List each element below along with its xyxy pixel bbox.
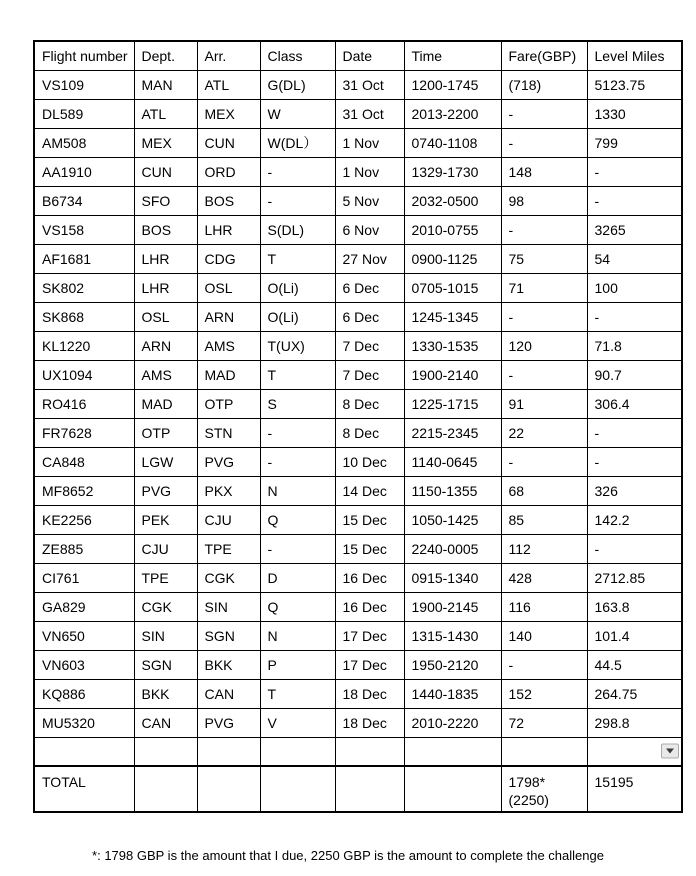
cell: - [260,418,335,447]
cell: 1140-0645 [404,447,501,476]
total-fare-line2: (2250) [508,792,549,808]
cell: 90.7 [587,360,682,389]
cell [134,766,197,812]
table-row [34,244,682,273]
cell: VN650 [34,621,134,650]
cell: 71 [501,273,587,302]
cell: 152 [501,679,587,708]
cell [197,766,260,812]
cell: B6734 [34,186,134,215]
cell: 1150-1355 [404,476,501,505]
table-row [34,331,682,360]
cell: - [587,418,682,447]
cell: Q [260,505,335,534]
cell: 2240-0005 [404,534,501,563]
cell: 6 Dec [335,273,404,302]
cell: Q [260,592,335,621]
cell: 163.8 [587,592,682,621]
cell: LHR [197,215,260,244]
cell: 1440-1835 [404,679,501,708]
cell: 326 [587,476,682,505]
cell [501,737,587,766]
cell: - [501,650,587,679]
cell: 1900-2140 [404,360,501,389]
cell: PKX [197,476,260,505]
cell: SGN [134,650,197,679]
table-row [34,99,682,128]
table-row [34,128,682,157]
table-row [34,708,682,737]
cell: TPE [134,563,197,592]
cell: - [260,447,335,476]
cell: ARN [197,302,260,331]
cell: 148 [501,157,587,186]
cell: CA848 [34,447,134,476]
cell: - [260,157,335,186]
cell: 85 [501,505,587,534]
cell: 22 [501,418,587,447]
column-header-arr: Arr. [197,41,260,70]
cell: 6 Dec [335,302,404,331]
column-header-class: Class [260,41,335,70]
cell: 112 [501,534,587,563]
cell: - [501,447,587,476]
table-row [34,157,682,186]
cell: T [260,244,335,273]
cell: 306.4 [587,389,682,418]
cell: UX1094 [34,360,134,389]
table-row [34,389,682,418]
cell: - [260,186,335,215]
cell: P [260,650,335,679]
cell [260,766,335,812]
cell: 1315-1430 [404,621,501,650]
cell: SIN [197,592,260,621]
cell: S [260,389,335,418]
column-header-fare: Fare(GBP) [501,41,587,70]
cell: 5 Nov [335,186,404,215]
cell: SIN [134,621,197,650]
cell [404,737,501,766]
cell: MAD [197,360,260,389]
cell: 7 Dec [335,360,404,389]
cell: 116 [501,592,587,621]
cell: AF1681 [34,244,134,273]
cell: (718) [501,70,587,99]
table-row [34,534,682,563]
cell: 298.8 [587,708,682,737]
cell: CGK [197,563,260,592]
flights-table [33,40,683,813]
cell: CJU [197,505,260,534]
cell: 100 [587,273,682,302]
cell: W(DL） [260,128,335,157]
cell: N [260,476,335,505]
cell: T(UX) [260,331,335,360]
cell: MU5320 [34,708,134,737]
cell: 1050-1425 [404,505,501,534]
table-row [34,476,682,505]
cell: CUN [134,157,197,186]
table-row [34,679,682,708]
cell: 799 [587,128,682,157]
cell: - [587,186,682,215]
cell: 2712.85 [587,563,682,592]
total-row [34,766,682,812]
cell [335,737,404,766]
table-row [34,273,682,302]
cell: - [587,534,682,563]
cell: 2010-2220 [404,708,501,737]
cell: 68 [501,476,587,505]
cell: MEX [197,99,260,128]
table-row [34,360,682,389]
cell: OTP [134,418,197,447]
cell: CDG [197,244,260,273]
cell: LHR [134,244,197,273]
cell [197,737,260,766]
cell: 7 Dec [335,331,404,360]
cell [260,737,335,766]
table-row [34,302,682,331]
cell: 98 [501,186,587,215]
cell: 2032-0500 [404,186,501,215]
cell: BKK [134,679,197,708]
cell: AMS [197,331,260,360]
cell: 18 Dec [335,708,404,737]
table-body [34,70,682,737]
cell: 8 Dec [335,418,404,447]
cell: BKK [197,650,260,679]
table-row [34,418,682,447]
cell: 0740-1108 [404,128,501,157]
cell: V [260,708,335,737]
cell: VS109 [34,70,134,99]
cell: W [260,99,335,128]
dropdown-button[interactable] [661,744,679,759]
cell: 5123.75 [587,70,682,99]
cell: 0900-1125 [404,244,501,273]
table-row [34,650,682,679]
cell: PVG [134,476,197,505]
cell: GA829 [34,592,134,621]
cell: 72 [501,708,587,737]
cell: KE2256 [34,505,134,534]
cell: MF8652 [34,476,134,505]
header-row [34,41,682,70]
cell: VN603 [34,650,134,679]
footnote: *: 1798 GBP is the amount that I due, 2250 GBP is the amount to complete the challenge [92,848,604,863]
cell: - [587,157,682,186]
cell: ATL [134,99,197,128]
cell: OTP [197,389,260,418]
cell: LGW [134,447,197,476]
dropdown-arrow-icon [666,749,674,754]
cell: CAN [197,679,260,708]
cell: RO416 [34,389,134,418]
cell: BOS [197,186,260,215]
cell: N [260,621,335,650]
cell: 54 [587,244,682,273]
table-row [34,186,682,215]
cell: 17 Dec [335,650,404,679]
cell: 18 Dec [335,679,404,708]
cell: CAN [134,708,197,737]
cell: 15 Dec [335,534,404,563]
cell: 8 Dec [335,389,404,418]
cell: 91 [501,389,587,418]
total-level-miles-cell: 15195 [587,766,682,812]
cell: CGK [134,592,197,621]
cell: 71.8 [587,331,682,360]
cell: AA1910 [34,157,134,186]
cell: 27 Nov [335,244,404,273]
cell: 0915-1340 [404,563,501,592]
table-row [34,70,682,99]
cell: - [501,215,587,244]
cell: 6 Nov [335,215,404,244]
cell: - [260,534,335,563]
cell [134,737,197,766]
total-fare-line1: 1798* [508,774,546,790]
cell: SK802 [34,273,134,302]
cell: - [587,447,682,476]
table-row [34,505,682,534]
cell: CI761 [34,563,134,592]
column-header-time: Time [404,41,501,70]
cell: CUN [197,128,260,157]
cell: - [501,302,587,331]
cell: 15 Dec [335,505,404,534]
cell: MAN [134,70,197,99]
column-header-date: Date [335,41,404,70]
cell: 120 [501,331,587,360]
cell [335,766,404,812]
cell: 75 [501,244,587,273]
cell: FR7628 [34,418,134,447]
cell: 1329-1730 [404,157,501,186]
table-row [34,592,682,621]
cell: 14 Dec [335,476,404,505]
table-footer-body [34,737,682,812]
column-header-flight-number: Flight number [34,41,134,70]
cell: KQ886 [34,679,134,708]
cell: 1330 [587,99,682,128]
cell: KL1220 [34,331,134,360]
table-row [34,621,682,650]
cell: O(Li) [260,302,335,331]
cell: 0705-1015 [404,273,501,302]
cell: PVG [197,447,260,476]
cell [404,766,501,812]
cell: MAD [134,389,197,418]
cell: 44.5 [587,650,682,679]
table-row [34,563,682,592]
cell: OSL [197,273,260,302]
cell: 31 Oct [335,99,404,128]
cell: LHR [134,273,197,302]
cell: 428 [501,563,587,592]
cell: DL589 [34,99,134,128]
cell: SGN [197,621,260,650]
cell: TPE [197,534,260,563]
cell: PEK [134,505,197,534]
cell: ATL [197,70,260,99]
cell: - [501,99,587,128]
cell: 1330-1535 [404,331,501,360]
cell: AMS [134,360,197,389]
cell: 1 Nov [335,128,404,157]
column-header-dept: Dept. [134,41,197,70]
cell: - [587,302,682,331]
cell: AM508 [34,128,134,157]
cell: 140 [501,621,587,650]
cell: MEX [134,128,197,157]
cell: 31 Oct [335,70,404,99]
cell: VS158 [34,215,134,244]
total-label-cell: TOTAL [34,766,134,812]
cell: D [260,563,335,592]
table-row [34,447,682,476]
cell: SK868 [34,302,134,331]
cell: 1200-1745 [404,70,501,99]
cell: - [501,128,587,157]
cell: 2010-0755 [404,215,501,244]
cell: T [260,360,335,389]
cell: 10 Dec [335,447,404,476]
cell: SFO [134,186,197,215]
cell: G(DL) [260,70,335,99]
cell [587,737,682,766]
cell: ARN [134,331,197,360]
cell: - [501,360,587,389]
cell: 3265 [587,215,682,244]
cell: O(Li) [260,273,335,302]
cell: 1 Nov [335,157,404,186]
total-fare-cell [501,766,587,812]
cell: 1950-2120 [404,650,501,679]
cell: T [260,679,335,708]
cell: 264.75 [587,679,682,708]
cell: 142.2 [587,505,682,534]
cell: 1225-1715 [404,389,501,418]
cell: 16 Dec [335,563,404,592]
cell: 2215-2345 [404,418,501,447]
cell [34,737,134,766]
cell: PVG [197,708,260,737]
table-row [34,215,682,244]
cell: ZE885 [34,534,134,563]
cell: OSL [134,302,197,331]
column-header-level-miles: Level Miles [587,41,682,70]
cell: 1900-2145 [404,592,501,621]
cell: 1245-1345 [404,302,501,331]
cell: 101.4 [587,621,682,650]
cell: 2013-2200 [404,99,501,128]
cell: 17 Dec [335,621,404,650]
cell: BOS [134,215,197,244]
cell: S(DL) [260,215,335,244]
cell: CJU [134,534,197,563]
cell: 16 Dec [335,592,404,621]
cell: ORD [197,157,260,186]
empty-row [34,737,682,766]
cell: STN [197,418,260,447]
